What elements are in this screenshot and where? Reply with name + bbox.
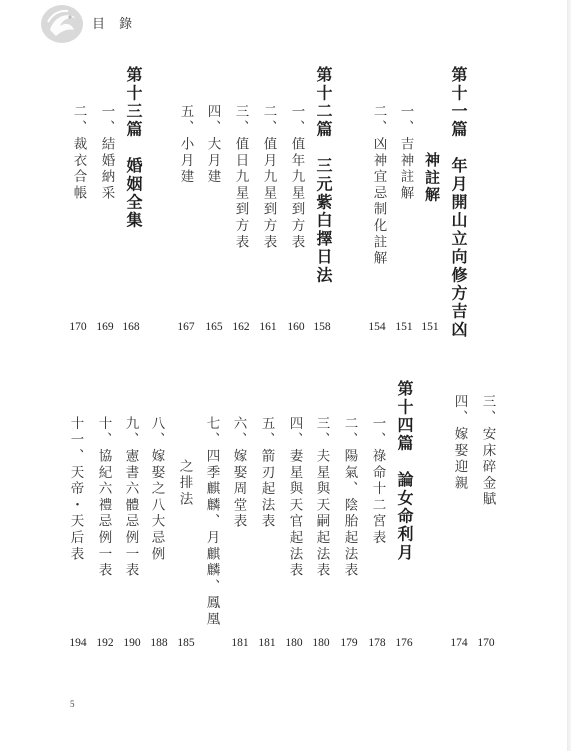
folio-page-number: 5 [70,699,75,709]
page-edge [567,0,571,751]
chapter-14-title: 第十四篇 論女命利月 [395,380,414,562]
toc-item: 三、值日九星到方表 [232,104,249,251]
chapter-12-title: 第十二篇 三元紫白擇日法 [314,66,333,285]
page-number: 174 [450,637,468,649]
toc-item: 二、值月九星到方表 [260,104,277,251]
page-number: 167 [177,321,195,333]
toc-item: 十、協紀六禮忌例一表 [95,416,112,579]
page-number: 180 [312,637,330,649]
toc-item: 三、安床碎金賦 [479,394,496,509]
toc-item: 九、憲書六體忌例一表 [122,416,139,579]
chapter-13-title: 第十三篇 婚姻全集 [124,66,143,230]
page-number: 162 [232,321,250,333]
page-number: 192 [96,637,114,649]
toc-item: 一、祿命十二宮表 [369,416,386,547]
toc-item: 之排法 [176,459,193,508]
page-number: 181 [231,637,249,649]
toc-item: 二、陽氣、陰胎起法表 [341,416,358,579]
page-number: 161 [259,321,277,333]
dragon-logo-icon [40,2,86,46]
chapter-11-title: 第十一篇 年月開山立向修方吉凶 [449,66,468,339]
page-number: 154 [368,321,386,333]
toc-item: 一、吉神註解 [397,104,414,202]
page-number: 176 [395,637,413,649]
toc-item: 二、裁衣合帳 [70,104,87,202]
page-number: 160 [287,321,305,333]
toc-item: 三、夫星與天嗣起法表 [313,416,330,579]
page-number: 168 [122,321,140,333]
toc-item: 四、妻星與天官起法表 [286,416,303,579]
page-number: 188 [150,637,168,649]
page-number: 180 [285,637,303,649]
toc-item: 十一、天帝・天后表 [67,416,84,563]
page-number: 181 [258,637,276,649]
page-title: 目 錄 [92,17,138,32]
page-number: 185 [177,637,195,649]
toc-item: 六、嫁娶周堂表 [230,416,247,531]
page-number: 170 [477,637,495,649]
toc-item: 二、凶神宜忌制化註解 [370,104,387,267]
page-number: 178 [368,637,386,649]
toc-item: 五、小月建 [177,104,194,186]
page-number: 170 [69,321,87,333]
page-number: 179 [340,637,358,649]
toc-item: 四、嫁娶迎親 [451,394,468,492]
page-number: 165 [205,321,223,333]
toc-item: 一、值年九星到方表 [288,104,305,251]
chapter-11-title-cont: 神註解 [423,152,441,204]
page-number: 151 [421,321,439,333]
page-number: 169 [96,321,114,333]
toc-item: 四、大月建 [204,104,221,186]
page-number: 151 [395,321,413,333]
page-number: 158 [313,321,331,333]
toc-item: 八、嫁娶之八大忌例 [148,416,165,563]
toc-item: 一、結婚納采 [98,104,115,202]
page-number: 190 [123,637,141,649]
page-number: 194 [69,637,87,649]
toc-item: 七、四季麒麟、月麒麟、鳳凰 [203,416,220,628]
toc-item: 五、箭刃起法表 [258,416,275,531]
